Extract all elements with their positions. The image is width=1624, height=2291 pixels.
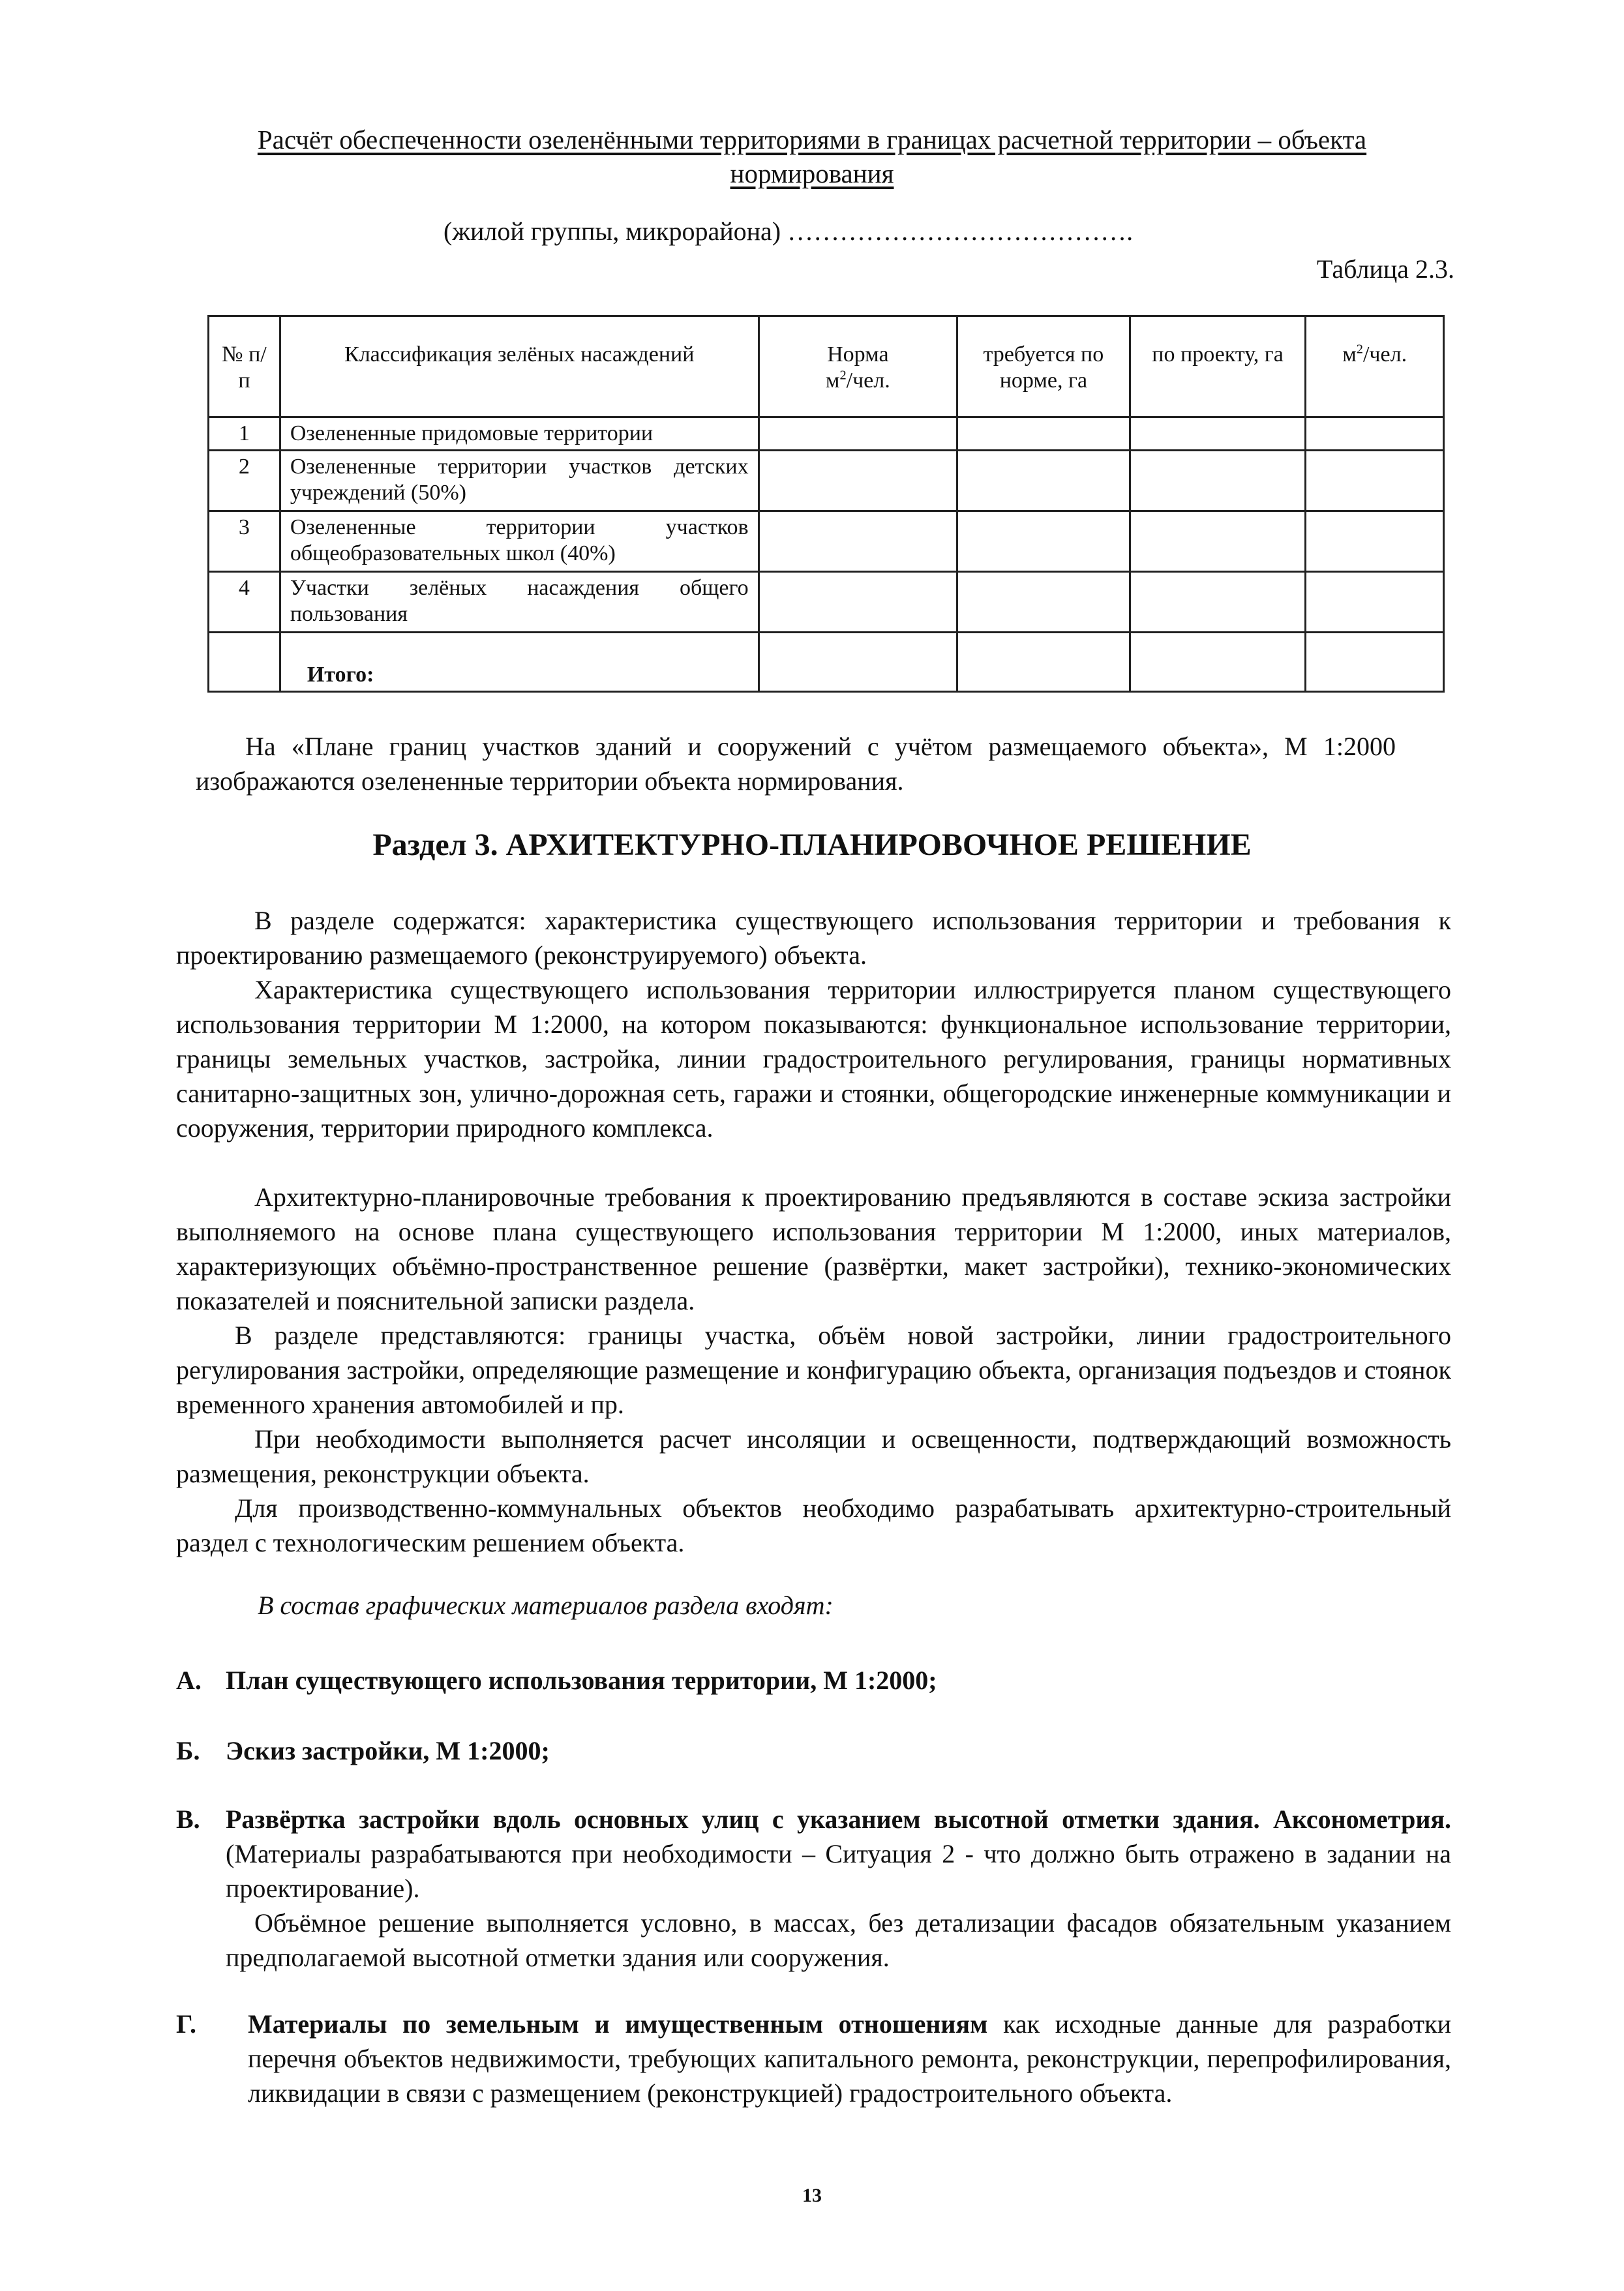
item-text: План существующего использования территории, М 1:2000; — [226, 1666, 937, 1695]
cell-empty — [1130, 417, 1306, 451]
paragraph-text: В разделе представляются: границы участка, объём новой застройки, линии градостроительного регулирования застройки, определяющие размещение и конфигурацию объекта, организация подъездов и стоянок временного хранения автомобилей и пр. — [176, 1321, 1451, 1419]
paragraph-text: При необходимости выполняется расчет инсоляции и освещенности, подтверждающий возможность размещения, реконструкции объекта. — [176, 1424, 1451, 1488]
list-item-v — [176, 1802, 1451, 1975]
section-paragraph-1 — [176, 903, 1451, 972]
col-header-per-person: $м^2$/чел. — [1306, 316, 1444, 417]
table-total-row — [209, 633, 1444, 692]
cell-empty — [759, 633, 957, 692]
cell-empty — [759, 511, 957, 572]
section-title: Раздел 3. АРХИТЕКТУРНО-ПЛАНИРОВОЧНОЕ РЕШЕНИЕ — [372, 828, 1252, 862]
intro-paragraph-text: На «Плане границ участков зданий и сооружений с учётом размещаемого объекта», М 1:2000 изображаются озелененные территории объекта нормирования. — [196, 732, 1396, 796]
table-heading — [176, 123, 1448, 190]
table-caption: Таблица 2.3. — [1316, 254, 1454, 284]
cell-empty — [209, 633, 280, 692]
cell-empty — [1130, 572, 1306, 633]
table-row — [209, 451, 1444, 511]
table-row — [209, 417, 1444, 451]
paragraph-text: Архитектурно-планировочные требования к проектированию предъявляются в составе эскиза застройки выполняемого на основе плана существующего использования территории М 1:2000, иных материалов, характеризующих объёмно-пространственное решение (развёртки, макет застройки), технико-экономических показателей и пояснительной записки раздела. — [176, 1182, 1451, 1315]
table-heading-line2: нормирования — [730, 158, 894, 188]
item-text-bold: Развёртка застройки вдоль основных улиц с указанием высотной отметки здания. Аксонометрия. — [226, 1804, 1451, 1834]
list-item-g — [176, 2007, 1451, 2110]
col-header-classification: Классификация зелёных насаждений — [280, 316, 759, 417]
col-header-norm: Норма $м^2$/чел. — [759, 316, 957, 417]
item-text: как исходные данные для разработки перечня объектов недвижимости, требующих капитального ремонта, реконструкции, перепрофилирования, ликвидации в связи с размещением (реконструкцией) градостроительного объекта. — [248, 2009, 1452, 2108]
green-areas-table — [207, 315, 1445, 693]
cell-empty — [1306, 572, 1444, 633]
item-body — [176, 2007, 1451, 2110]
cell-empty — [1306, 633, 1444, 692]
col-header-project: по проекту, га — [1130, 316, 1306, 417]
cell-name: Озелененные территории участков общеобразовательных школ (40%) — [280, 511, 759, 572]
cell-empty — [1130, 633, 1306, 692]
cell-empty — [1306, 451, 1444, 511]
paragraph-text: Характеристика существующего использования территории иллюстрируется планом существующего использования территории М 1:2000, на котором показываются: функциональное использование территории, границы земельных участков, застройка, линии градостроительного регулирования, границы нормативных санитарно-защитных зон, улично-дорожная сеть, гаражи и стоянки, общегородские инженерные коммуникации и сооружения, территории природного комплекса. — [176, 975, 1451, 1143]
section-paragraph-2 — [176, 972, 1451, 1145]
list-item-a — [176, 1663, 1451, 1698]
section-paragraph-4 — [176, 1318, 1451, 1422]
cell-name: Озелененные территории участков детских учреждений (50%) — [280, 451, 759, 511]
cell-empty — [759, 572, 957, 633]
item-marker: А. — [176, 1666, 202, 1695]
cell-num: 2 — [209, 451, 280, 511]
item-note — [176, 1906, 1451, 1975]
cell-empty — [1130, 511, 1306, 572]
cell-empty — [957, 633, 1130, 692]
table-heading-line1: Расчёт обеспеченности озеленёнными территориями в границах расчетной территории – объекта — [257, 125, 1367, 155]
item-marker: Б. — [176, 1736, 200, 1765]
cell-empty — [1306, 511, 1444, 572]
item-marker: В. — [176, 1804, 200, 1834]
item-note-text: Объёмное решение выполняется условно, в массах, без детализации фасадов обязательным указанием предполагаемой высотной отметки здания или сооружения. — [226, 1908, 1451, 1972]
cell-empty — [759, 451, 957, 511]
total-label: Итого: — [307, 663, 374, 687]
page-number: 13 — [802, 2185, 822, 2206]
cell-empty — [957, 417, 1130, 451]
paragraph-text: В разделе содержатся: характеристика существующего использования территории и требования к проектированию размещаемого (реконструируемого) объекта. — [176, 906, 1451, 970]
section-paragraph-6 — [176, 1491, 1451, 1560]
cell-name: Озелененные придомовые территории — [280, 417, 759, 451]
item-text: (Материалы разрабатываются при необходимости – Ситуация 2 - что должно быть отражено в задании на проектирование). — [226, 1839, 1451, 1903]
col-header-required: требуется по норме, га — [957, 316, 1130, 417]
graphics-intro: В состав графических материалов раздела входят: — [258, 1591, 834, 1620]
item-marker: Г. — [176, 2009, 196, 2039]
cell-num: 1 — [209, 417, 280, 451]
table-header-row — [209, 316, 1444, 417]
cell-name: Участки зелёных насаждения общего пользования — [280, 572, 759, 633]
table-subheading: (жилой группы, микрорайона) …………………………………. — [444, 217, 1134, 246]
cell-num: 4 — [209, 572, 280, 633]
paragraph-text: Для производственно-коммунальных объектов необходимо разрабатывать архитектурно-строительный раздел с технологическим решением объекта. — [176, 1493, 1451, 1557]
section-paragraph-5 — [176, 1422, 1451, 1491]
cell-empty — [1130, 451, 1306, 511]
col-header-num: № п/п — [209, 316, 280, 417]
intro-paragraph — [196, 729, 1396, 798]
cell-empty — [1306, 417, 1444, 451]
item-text: Эскиз застройки, М 1:2000; — [226, 1736, 550, 1765]
cell-empty — [957, 511, 1130, 572]
cell-empty — [759, 417, 957, 451]
table-row — [209, 511, 1444, 572]
cell-empty — [957, 572, 1130, 633]
cell-empty — [957, 451, 1130, 511]
table-row — [209, 572, 1444, 633]
section-paragraph-3 — [176, 1180, 1451, 1318]
cell-total-label — [280, 633, 759, 692]
item-text-bold: Материалы по земельным и имущественным отношениям — [248, 2009, 988, 2039]
item-body — [176, 1802, 1451, 1906]
list-item-b — [176, 1733, 1451, 1768]
cell-num: 3 — [209, 511, 280, 572]
